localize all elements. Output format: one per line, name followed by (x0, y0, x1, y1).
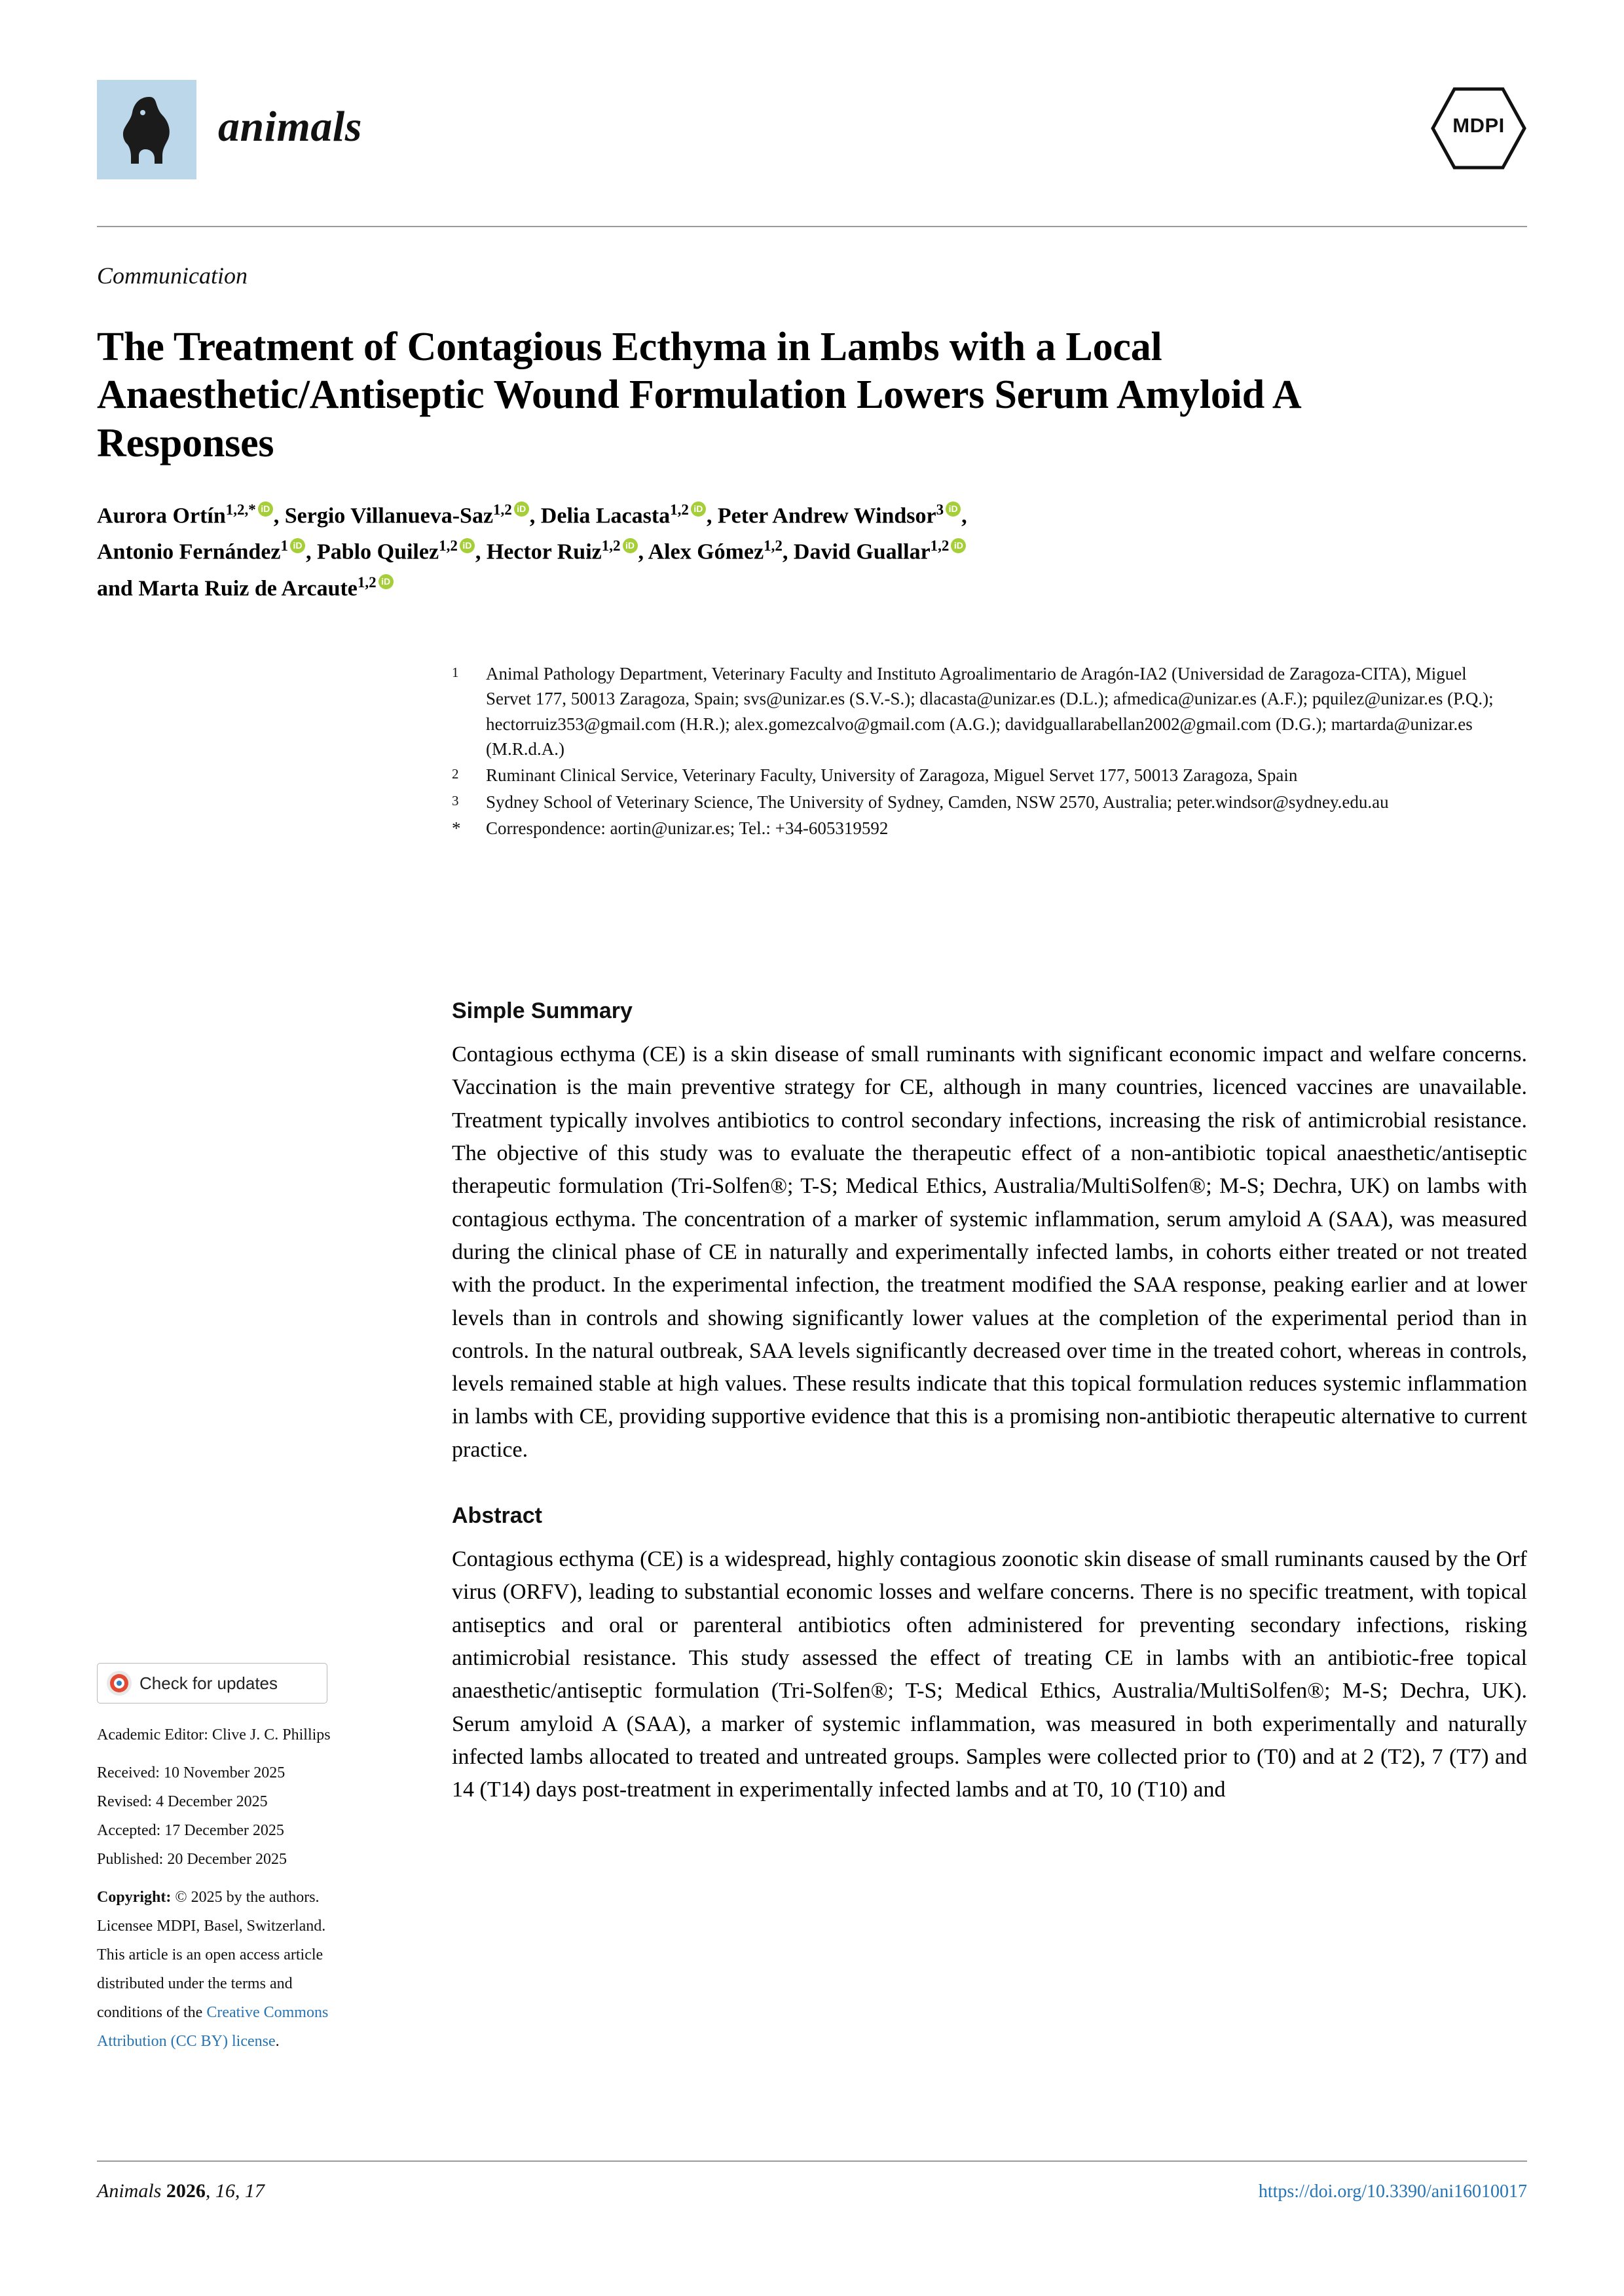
orcid-icon[interactable] (514, 501, 529, 517)
author-affil-marker: 1,2 (357, 574, 377, 591)
date-revised: Revised: 4 December 2025 (97, 1793, 268, 1810)
orcid-icon[interactable] (290, 538, 305, 553)
article-type: Communication (97, 263, 248, 289)
affiliation-item (452, 763, 1500, 788)
footer-volume: , 16, 17 (205, 2180, 265, 2202)
date-published: Published: 20 December 2025 (97, 1851, 287, 1868)
license-link[interactable]: Creative Commons (206, 2004, 329, 2021)
license-line-2 (97, 2030, 405, 2053)
copyright-value: © 2025 by the authors. (171, 1889, 320, 1906)
header-divider (97, 226, 1527, 227)
affiliation-text: Sydney School of Veterinary Science, The University of Sydney, Camden, NSW 2570, Australia; peter.windsor@sydney.edu.au (486, 792, 1389, 812)
page-title: The Treatment of Contagious Ecthyma in Lambs with a Local Anaesthetic/Antiseptic Wound Formulation Lowers Serum Amyloid A Responses (97, 324, 1300, 466)
author-affil-marker: 1,2,* (225, 501, 256, 518)
affiliation-marker: 3 (452, 792, 459, 809)
correspondence-text: Correspondence: aortin@unizar.es; Tel.: +34-605319592 (486, 818, 889, 838)
crossmark-icon (107, 1671, 132, 1696)
main-content (452, 998, 1527, 1807)
affiliation-item (452, 661, 1500, 761)
licensee-line: Licensee MDPI, Basel, Switzerland. (97, 1918, 326, 1935)
affiliation-text: Animal Pathology Department, Veterinary Faculty and Instituto Agroalimentario de Aragón-IA2 (Universidad de Zaragoza-CITA), Miguel Servet 177, 50013 Zaragoza, Spain; svs@unizar.es (S.V.-S.); dlacasta@unizar.es (D.L.); afmedica@unizar.es (A.F.); pquilez@unizar.es (P.Q.); hectorruiz353@gmail.com (H.R.); alex.gomezcalvo@gmail.com (A.G.); davidguallarabellan2002@gmail.com (D.G.); martarda@unizar.es (M.R.d.A.) (486, 664, 1494, 759)
author-affil-marker: 1,2 (493, 501, 512, 518)
copyright-label: Copyright: (97, 1889, 172, 1906)
correspondence-marker: * (452, 818, 461, 838)
page-header (97, 71, 1527, 202)
footer-divider (97, 2160, 1527, 2162)
copyright-block (97, 1886, 405, 2053)
author-name: and Marta Ruiz de Arcaute (97, 576, 358, 601)
abstract-text: Contagious ecthyma (CE) is a widespread, highly contagious zoonotic skin disease of small ruminants caused by the Orf virus (ORFV), leading to substantial economic losses and welfare concerns. There is no specific treatment, with topical antiseptics and oral or parenteral antibiotics often administered for preventing secondary infections, risking antimicrobial resistance. This study assessed the effect of treating CE in lambs with an antibiotic-free topical anaesthetic/antiseptic formulation (Tri-Solfen®; T-S; Medical Ethics, Australia/MultiSolfen®; M-S; Dechra, UK). Serum amyloid A (SAA), a marker of systemic inflammation, was measured in both experimentally and naturally infected lambs allocated to treated and untreated groups. Samples were collected prior to (T0) and at 2 (T2), 7 (T7) and 14 (T14) days post-treatment in experimentally infected lambs and at T0, 10 (T10) and (452, 1547, 1527, 1802)
author-affil-marker: 1,2 (670, 501, 689, 518)
copyright-line (97, 1886, 405, 1909)
simple-summary-text: Contagious ecthyma (CE) is a skin disease of small ruminants with significant economic impact and welfare concerns. Vaccination is the main preventive strategy for CE, although in many countries, licenced vaccines are unavailable. Treatment typically involves antibiotics to control secondary infections, increasing the risk of antimicrobial resistance. The objective of this study was to evaluate the therapeutic effect of a non-antibiotic topical anaesthetic/antiseptic therapeutic formulation (Tri-Solfen®; T-S; Medical Ethics, Australia/MultiSolfen®; M-S; Dechra, UK) on lambs with contagious ecthyma. The concentration of a marker of systemic inflammation, serum amyloid A (SAA), was measured during the clinical phase of CE in naturally and experimentally infected lambs, in cohorts either treated or not treated with the product. In the experimental infection, the treatment modified the SAA response, peaking earlier and at lower levels than in controls and showing significantly lower values at the completion of the experimental period than in controls. In the natural outbreak, SAA levels significantly decreased over time in the treated cohort, whereas in controls, levels remained stable at high values. These results indicate that this topical formulation reduces systemic inflammation in lambs with CE, providing supportive evidence that this is a promising non-antibiotic therapeutic alternative to current practice. (452, 1042, 1527, 1462)
orcid-icon[interactable] (258, 501, 273, 517)
correspondence-item (452, 816, 1500, 841)
author-affil-marker: 1,2 (930, 538, 950, 555)
author-affil-marker: 3 (936, 501, 944, 518)
mdpi-wordmark: MDPI (1452, 114, 1505, 137)
abstract-heading: Abstract (452, 1503, 542, 1529)
orcid-icon[interactable] (946, 501, 961, 517)
orcid-icon[interactable] (460, 538, 475, 553)
author-affil-marker: 1,2 (764, 538, 783, 555)
author-name: Aurora Ortín (97, 503, 226, 528)
date-accepted: Accepted: 17 December 2025 (97, 1822, 284, 1839)
author-name: , Hector Ruiz (475, 539, 602, 564)
author-affil-marker: 1,2 (439, 538, 458, 555)
author-list (97, 498, 1505, 606)
footer-citation (97, 2180, 265, 2202)
affiliation-marker: 2 (452, 766, 459, 782)
author-affil-marker: 1,2 (601, 538, 621, 555)
footer-doi-link[interactable]: https://doi.org/10.3390/ani16010017 (1258, 2181, 1527, 2202)
affiliation-text: Ruminant Clinical Service, Veterinary Faculty, University of Zaragoza, Miguel Servet 177, 50013 Zaragoza, Spain (486, 765, 1298, 786)
open-access-line-2: distributed under the terms and (97, 1975, 293, 1992)
journal-title: animals (218, 103, 362, 151)
author-name: Antonio Fernández (97, 539, 281, 564)
author-name: , David Guallar (782, 539, 931, 564)
affiliation-marker: 1 (452, 665, 459, 680)
check-for-updates-label: Check for updates (139, 1673, 278, 1693)
mdpi-logo (1430, 85, 1527, 172)
orcid-icon[interactable] (951, 538, 966, 553)
animal-silhouette-icon (117, 93, 177, 166)
orcid-icon[interactable] (623, 538, 638, 553)
license-period: . (275, 2033, 280, 2050)
open-access-line-1: This article is an open access article (97, 1946, 323, 1963)
affiliation-list (452, 661, 1500, 842)
date-received: Received: 10 November 2025 (97, 1764, 286, 1781)
affiliation-item (452, 790, 1500, 814)
author-name: , Pablo Quilez (306, 539, 439, 564)
author-name: , Alex Gómez (638, 539, 764, 564)
orcid-icon[interactable] (691, 501, 706, 517)
license-line (97, 2001, 405, 2024)
author-name: , Sergio Villanueva-Saz (273, 503, 494, 528)
license-link-2[interactable]: Attribution (CC BY) license (97, 2033, 276, 2050)
check-for-updates-button[interactable] (97, 1663, 327, 1704)
publication-dates (97, 1761, 405, 1871)
license-prefix: conditions of the (97, 2004, 207, 2021)
footer-journal: Animals (97, 2180, 162, 2202)
footer-year: 2026 (166, 2180, 206, 2202)
author-name: , Delia Lacasta (529, 503, 671, 528)
sidebar-metadata (97, 1663, 405, 2058)
orcid-icon[interactable] (378, 574, 394, 589)
journal-logo (97, 80, 196, 179)
author-separator: , (961, 503, 967, 528)
author-affil-marker: 1 (280, 538, 288, 555)
simple-summary-heading: Simple Summary (452, 998, 633, 1023)
author-name: , Peter Andrew Windsor (706, 503, 936, 528)
academic-editor: Academic Editor: Clive J. C. Phillips (97, 1726, 331, 1743)
